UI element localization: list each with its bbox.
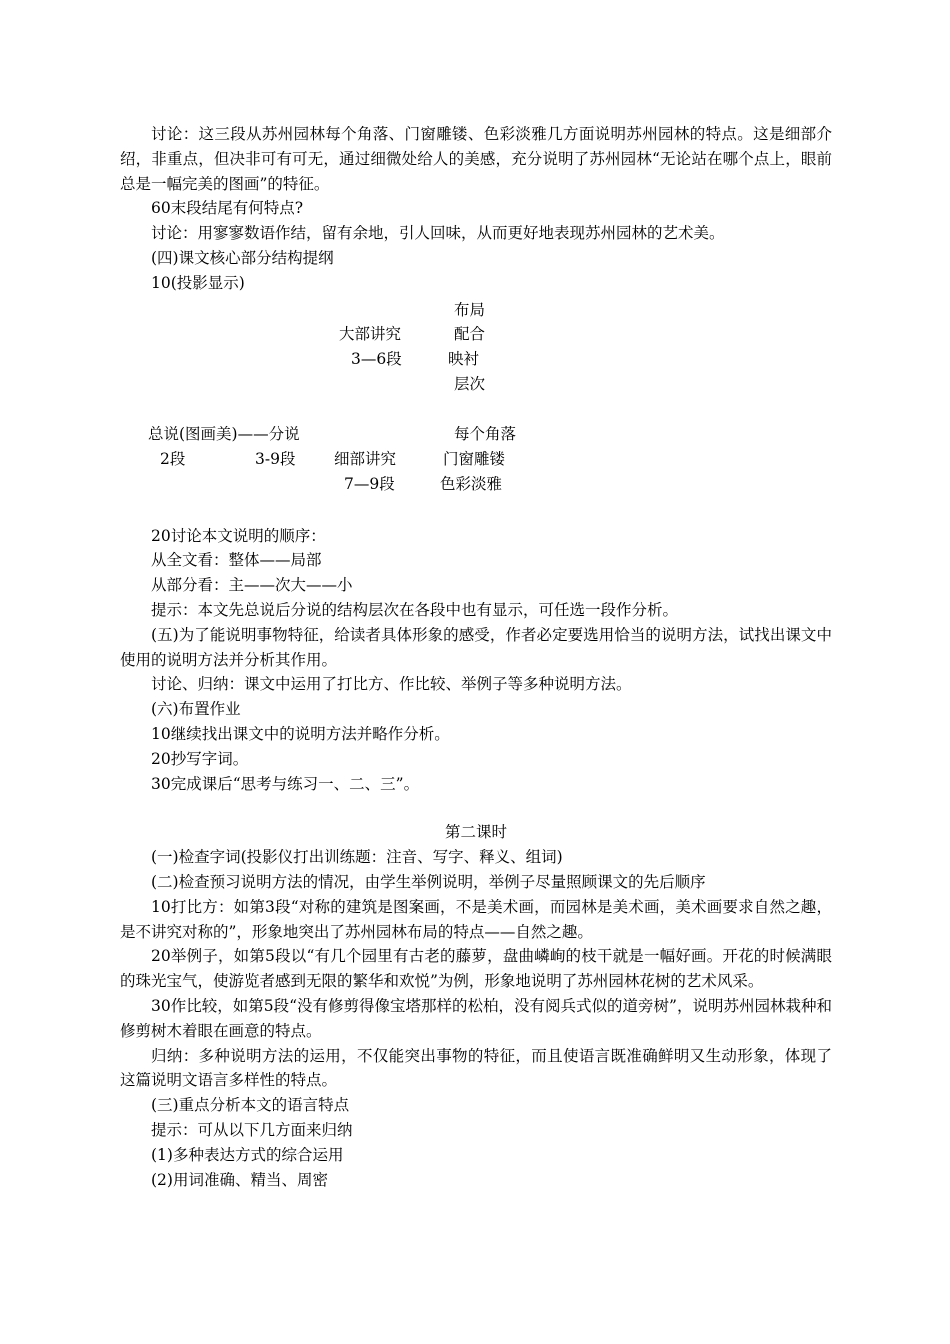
paragraph: 20举例子，如第5段以“有几个园里有古老的藤萝，盘曲嶙峋的枝干就是一幅好画。开花的时候满眼的珠光宝气，使游览者感到无限的繁华和欢悦”为例，形象地说明了苏州园林花树的艺术风采。 — [120, 947, 832, 991]
paragraph: 从全文看：整体——局部 — [151, 551, 322, 570]
diagram-label: 3—6段 — [351, 349, 402, 368]
diagram-label: 映衬 — [448, 349, 480, 368]
paragraph: 提示：可从以下几方面来归纳 — [151, 1120, 353, 1139]
diagram-label: 每个角落 — [454, 424, 517, 443]
paragraph: 30完成课后“思考与练习一、二、三”。 — [151, 774, 420, 793]
paragraph: 20讨论本文说明的顺序： — [151, 526, 326, 545]
structure-outline-diagram — [120, 296, 832, 516]
paragraph: (1)多种表达方式的综合运用 — [151, 1145, 344, 1164]
paragraph: (二)检查预习说明方法的情况，由学生举例说明，举例子尽量照顾课文的先后顺序 — [151, 872, 706, 891]
paragraph: 30作比较，如第5段“没有修剪得像宝塔那样的松柏，没有阅兵式似的道旁树”，说明苏州园林栽种和修剪树木着眼在画意的特点。 — [120, 996, 832, 1040]
paragraph: 讨论：用寥寥数语作结，留有余地，引人回味，从而更好地表现苏州园林的艺术美。 — [151, 224, 725, 243]
paragraph: 从部分看：主——次大——小 — [151, 576, 353, 595]
diagram-label: 细部讲究 — [334, 449, 397, 468]
paragraph: (一)检查字词(投影仪打出训练题：注音、写字、释义、组词) — [151, 848, 563, 867]
paragraph: 60末段结尾有何特点? — [151, 199, 304, 218]
paragraph: 归纳：多种说明方法的运用，不仅能突出事物的特征，而且使语言既准确鲜明又生动形象，体现了这篇说明文语言多样性的特点。 — [120, 1046, 832, 1090]
diagram-label: 3-9段 — [255, 449, 296, 468]
diagram-label: 配合 — [454, 324, 486, 343]
diagram-label: 色彩淡雅 — [440, 474, 503, 493]
paragraph: (三)重点分析本文的语言特点 — [151, 1096, 350, 1115]
paragraph: (五)为了能说明事物特征，给读者具体形象的感受，作者必定要选用恰当的说明方法，试找出课文中使用的说明方法并分析其作用。 — [120, 625, 832, 669]
diagram-label: 布局 — [454, 300, 486, 319]
paragraph: (2)用词准确、精当、周密 — [151, 1170, 328, 1189]
diagram-label: 7—9段 — [344, 474, 395, 493]
paragraph: (六)布置作业 — [151, 700, 241, 719]
section-title: 第二课时 — [444, 823, 507, 842]
diagram-label: 总说(图画美)——分说 — [148, 424, 300, 443]
paragraph: 10继续找出课文中的说明方法并略作分析。 — [151, 724, 450, 743]
diagram-label: 门窗雕镂 — [443, 449, 506, 468]
document-page — [120, 122, 832, 1192]
paragraph: 讨论、归纳：课文中运用了打比方、作比较、举例子等多种说明方法。 — [151, 675, 632, 694]
diagram-label: 大部讲究 — [339, 324, 402, 343]
paragraph: (四)课文核心部分结构提纲 — [151, 248, 334, 267]
paragraph: 讨论：这三段从苏州园林每个角落、门窗雕镂、色彩淡雅几方面说明苏州园林的特点。这是细部介绍，非重点，但决非可有可无，通过细微处给人的美感，充分说明了苏州园林“无论站在哪个点上，眼前总是一幅完美的图画”的特征。 — [120, 125, 832, 193]
paragraph: 提示：本文先总说后分说的结构层次在各段中也有显示，可任选一段作分析。 — [151, 600, 679, 619]
paragraph: 20抄写字词。 — [151, 749, 249, 768]
paragraph: 10(投影显示) — [151, 273, 245, 292]
diagram-label: 层次 — [454, 374, 486, 393]
diagram-label: 2段 — [160, 449, 186, 468]
paragraph: 10打比方：如第3段“对称的建筑是图案画，不是美术画，而园林是美术画，美术画要求自然之趣，是不讲究对称的”，形象地突出了苏州园林布局的特点——自然之趣。 — [120, 897, 832, 941]
